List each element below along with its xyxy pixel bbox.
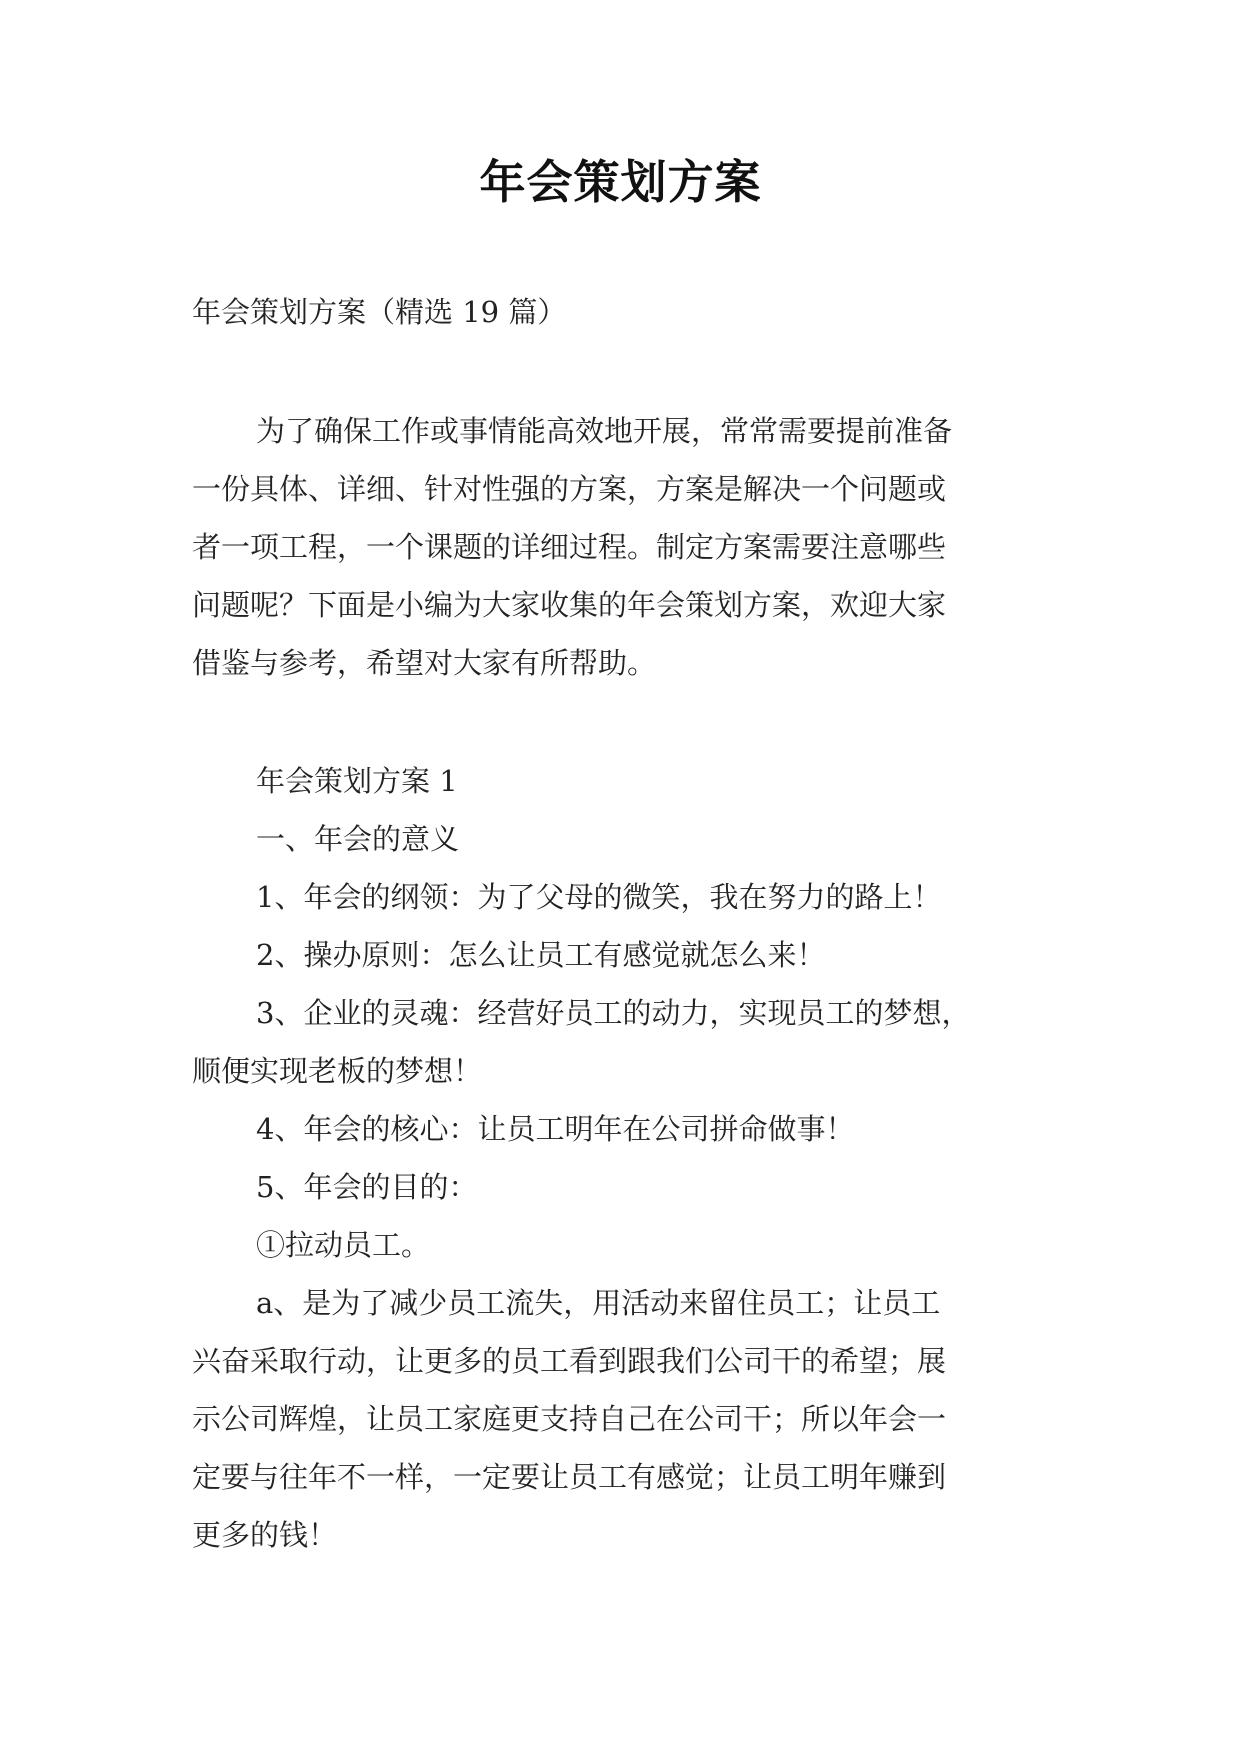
- section-1: [192, 752, 1072, 1564]
- intro-line: 问题呢？下面是小编为大家收集的年会策划方案，欢迎大家: [192, 588, 947, 622]
- list-item-continuation: 顺便实现老板的梦想！: [192, 1054, 483, 1088]
- paragraph-line: a、是为了减少员工流失，用活动来留住员工；让员工: [256, 1286, 941, 1320]
- list-item: 5、年会的目的：: [256, 1170, 478, 1204]
- intro-paragraph: [192, 402, 1072, 692]
- paragraph-line: 更多的钱！: [192, 1518, 338, 1552]
- paragraph-line: 定要与往年不一样，一定要让员工有感觉；让员工明年赚到: [192, 1460, 947, 1494]
- document-title: 年会策划方案: [479, 155, 762, 209]
- list-item: 1、年会的纲领：为了父母的微笑，我在努力的路上！: [256, 880, 942, 914]
- intro-line: 为了确保工作或事情能高效地开展，常常需要提前准备: [256, 414, 953, 448]
- paragraph-line: 兴奋采取行动，让更多的员工看到跟我们公司干的希望；展: [192, 1344, 947, 1378]
- intro-line: 借鉴与参考，希望对大家有所帮助。: [192, 646, 657, 680]
- intro-line: 者一项工程，一个课题的详细过程。制定方案需要注意哪些: [192, 530, 947, 564]
- list-item: 4、年会的核心：让员工明年在公司拼命做事！: [256, 1112, 855, 1146]
- list-item: 2、操办原则：怎么让员工有感觉就怎么来！: [256, 938, 826, 972]
- subsection-heading: 一、年会的意义: [256, 822, 460, 856]
- document-subtitle: 年会策划方案（精选 19 篇）: [192, 295, 567, 329]
- sub-list-item: ①拉动员工。: [256, 1228, 431, 1262]
- section-heading: 年会策划方案 1: [256, 764, 458, 798]
- list-item: 3、企业的灵魂：经营好员工的动力，实现员工的梦想，: [256, 996, 971, 1030]
- intro-line: 一份具体、详细、针对性强的方案，方案是解决一个问题或: [192, 472, 947, 506]
- paragraph-line: 示公司辉煌，让员工家庭更支持自己在公司干；所以年会一: [192, 1402, 947, 1436]
